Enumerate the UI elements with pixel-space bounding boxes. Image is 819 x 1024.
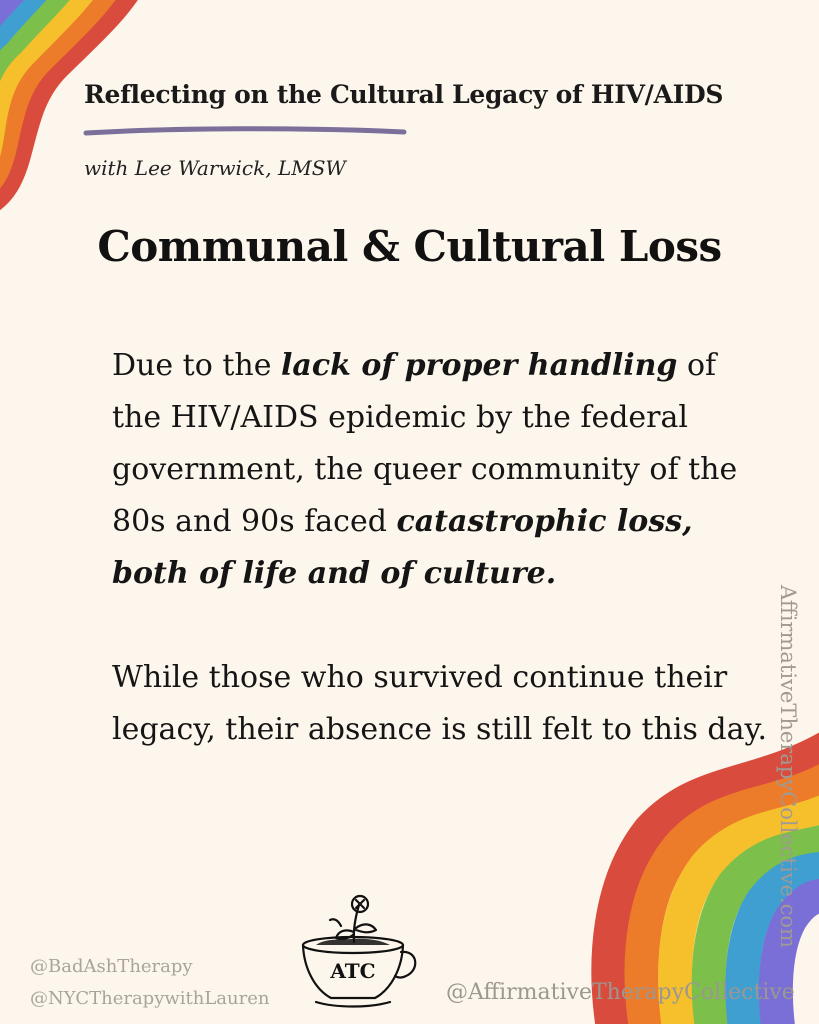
emphasis-text: catastrophic loss, both of life and of culture.	[112, 504, 693, 591]
social-handle-atc: @AffirmativeTherapyCollective	[446, 980, 795, 1005]
byline: with Lee Warwick, LMSW	[84, 156, 346, 180]
paragraph-1: Due to the lack of proper handling of the HIV/AIDS epidemic by the federal government, the queer community of the 80s and 90s faced catastrophic loss, both of life and of culture.	[112, 348, 738, 591]
brush-underline	[86, 129, 404, 133]
page-title: Communal & Cultural Loss	[97, 222, 722, 271]
social-handle-badash: @BadAshTherapy	[30, 956, 193, 977]
body-text	[112, 340, 772, 756]
website-url-vertical: AffirmativeTherapyCollective.com	[776, 585, 800, 948]
series-title: Reflecting on the Cultural Legacy of HIV/AIDS	[84, 80, 724, 109]
atc-teacup-logo	[296, 890, 426, 1015]
social-handle-nyc: @NYCTherapywithLauren	[30, 988, 270, 1009]
paragraph-2: While those who survived continue their legacy, their absence is still felt to this day.	[112, 660, 768, 747]
logo-text: ATC	[330, 959, 376, 983]
emphasis-text: lack of proper handling	[280, 348, 678, 383]
